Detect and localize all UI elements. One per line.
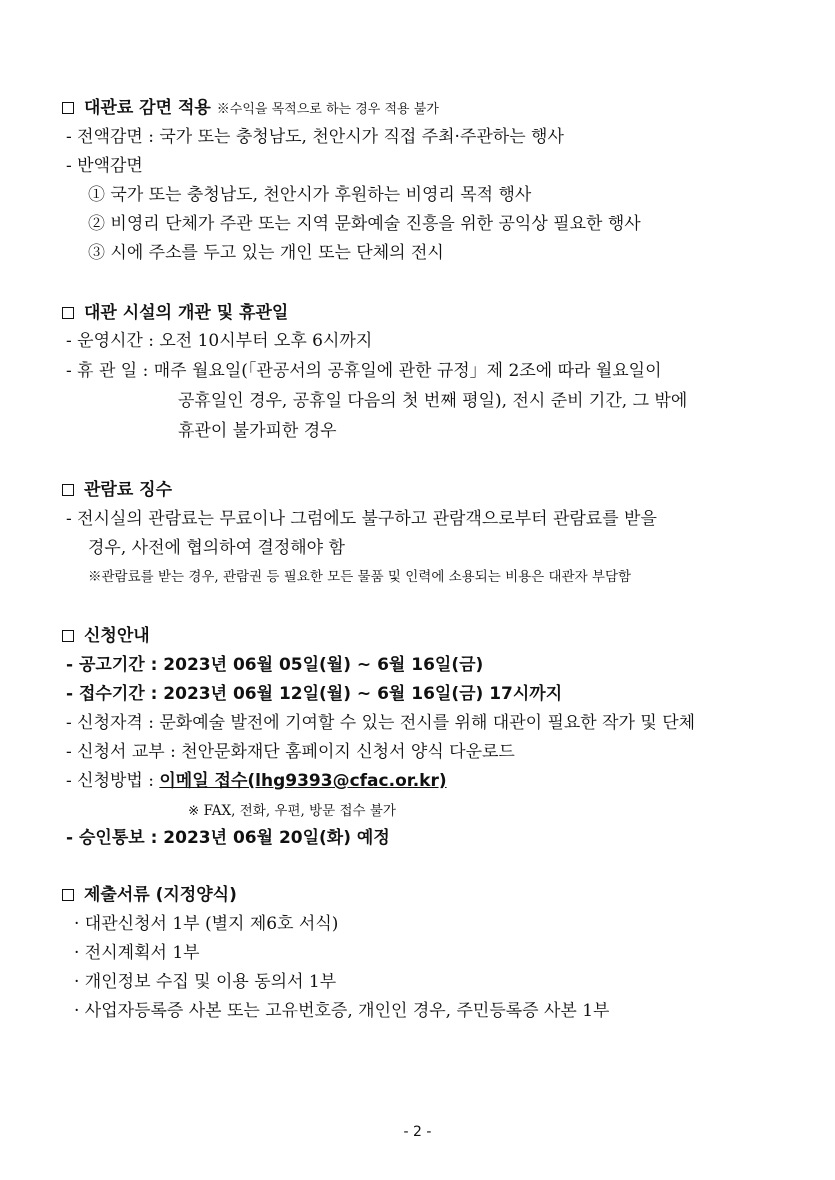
notice-period-line: - 공고기간 : 2023년 06월 05일(월) ~ 6월 16일(금)	[66, 655, 484, 675]
checkbox-square-icon	[62, 484, 74, 496]
checkbox-square-icon	[62, 102, 74, 114]
application-method-line	[66, 770, 447, 792]
form-distribution-line: - 신청서 교부 : 천안문화재단 홈페이지 신청서 양식 다운로드	[66, 742, 515, 762]
section-title: 대관료 감면 적용	[84, 98, 211, 118]
closed-days-continuation-1: 공휴일인 경우, 공휴일 다음의 첫 번째 평일), 전시 준비 기간, 그 밖에	[178, 391, 688, 411]
section-title: 관람료 징수	[84, 480, 173, 500]
section-title: 제출서류 (지정양식)	[84, 885, 237, 905]
admission-fee-note: ※관람료를 받는 경우, 관람권 등 필요한 모든 물품 및 인력에 소용되는 비용은 대관자 부담함	[88, 569, 632, 585]
closed-days-continuation-2: 휴관이 불가피한 경우	[178, 421, 337, 441]
half-reduction-line: - 반액감면	[66, 156, 143, 176]
eligibility-line: - 신청자격 : 문화예술 발전에 기여할 수 있는 전시를 위해 대관이 필요한 작가 및 단체	[66, 713, 696, 733]
checkbox-square-icon	[62, 630, 74, 642]
application-method-note: ※ FAX, 전화, 우편, 방문 접수 불가	[188, 803, 396, 819]
section-heading-opening-hours	[62, 302, 288, 324]
section-note: ※수익을 목적으로 하는 경우 적용 불가	[216, 102, 439, 117]
document-item: · 대관신청서 1부 (별지 제6호 서식)	[74, 914, 339, 934]
full-reduction-line: - 전액감면 : 국가 또는 충청남도, 천안시가 직접 주최·주관하는 행사	[66, 127, 564, 147]
half-reduction-item-3: ③ 시에 주소를 두고 있는 개인 또는 단체의 전시	[88, 243, 444, 263]
section-heading-fee-reduction	[62, 97, 439, 121]
closed-days-line: - 휴 관 일 : 매주 월요일(「관공서의 공휴일에 관한 규정」제 2조에 따라 월요일이	[66, 361, 662, 381]
section-heading-admission-fee	[62, 479, 172, 501]
checkbox-square-icon	[62, 889, 74, 901]
half-reduction-item-1: ① 국가 또는 충청남도, 천안시가 후원하는 비영리 목적 행사	[88, 185, 532, 205]
checkbox-square-icon	[62, 307, 74, 319]
operating-hours-line: - 운영시간 : 오전 10시부터 오후 6시까지	[66, 331, 373, 351]
section-title: 신청안내	[84, 626, 150, 646]
section-heading-required-documents	[62, 884, 237, 906]
document-item: · 사업자등록증 사본 또는 고유번호증, 개인인 경우, 주민등록증 사본 1부	[74, 1001, 610, 1021]
section-heading-application-guide	[62, 625, 150, 647]
document-item: · 전시계획서 1부	[74, 943, 200, 963]
half-reduction-item-2: ② 비영리 단체가 주관 또는 지역 문화예술 진흥을 위한 공익상 필요한 행사	[88, 214, 641, 234]
admission-fee-line-2: 경우, 사전에 협의하여 결정해야 함	[88, 538, 345, 558]
reception-period-line: - 접수기간 : 2023년 06월 12일(월) ~ 6월 16일(금) 17시까지	[66, 684, 563, 704]
admission-fee-line-1: - 전시실의 관람료는 무료이나 그럼에도 불구하고 관람객으로부터 관람료를 받을	[66, 509, 657, 529]
section-title: 대관 시설의 개관 및 휴관일	[84, 303, 289, 323]
document-item: · 개인정보 수집 및 이용 동의서 1부	[74, 972, 337, 992]
approval-notice-line: - 승인통보 : 2023년 06월 20일(화) 예정	[66, 828, 390, 848]
page-number: - 2 -	[403, 1124, 432, 1140]
email-application-link[interactable]: 이메일 접수(lhg9393@cfac.or.kr)	[159, 771, 447, 791]
application-method-label: - 신청방법 :	[66, 771, 160, 791]
